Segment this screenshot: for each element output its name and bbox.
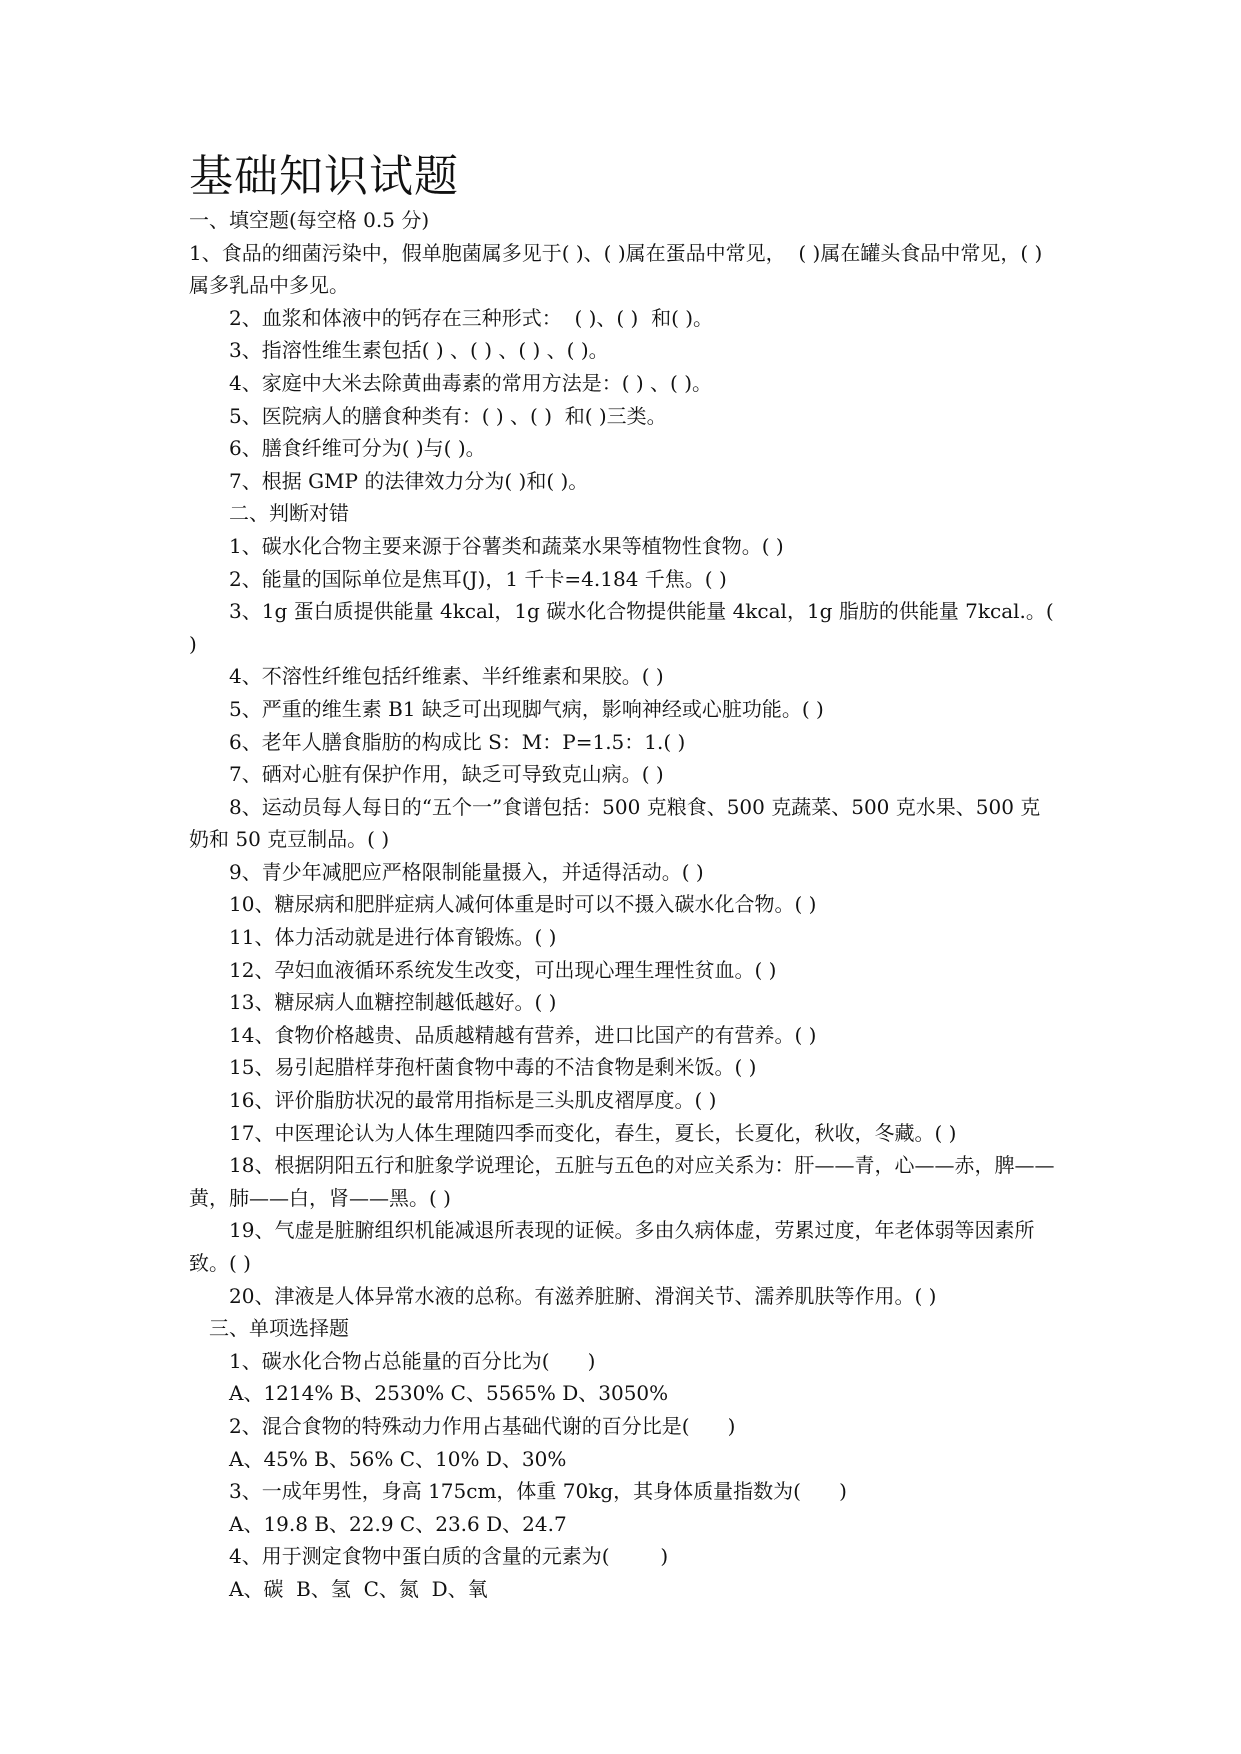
true-false-question-15: 15、易引起腊样芽孢杆菌食物中毒的不洁食物是剩米饭。( ) (229, 1055, 757, 1080)
fill-blank-question-4: 4、家庭中大米去除黄曲毒素的常用方法是：( ) 、( )。 (229, 370, 713, 395)
true-false-question-2: 2、能量的国际单位是焦耳(J)，1 千卡=4.184 千焦。( ) (229, 566, 727, 591)
document-title: 基础知识试题 (189, 151, 459, 202)
true-false-question-1: 1、碳水化合物主要来源于谷薯类和蔬菜水果等植物性食物。( ) (229, 533, 784, 558)
section-heading-fill-blank: 一、填空题(每空格 0.5 分) (189, 208, 430, 232)
true-false-question-20: 20、津液是人体异常水液的总称。有滋养脏腑、滑润关节、濡养肌肤等作用。( ) (229, 1283, 937, 1308)
true-false-question-13: 13、糖尿病人血糖控制越低越好。( ) (229, 990, 557, 1015)
document-page (189, 152, 1059, 1606)
choice-options-2: A、45% B、56% C、10% D、30% (229, 1446, 567, 1471)
true-false-question-12: 12、孕妇血液循环系统发生改变，可出现心理生理性贫血。( ) (229, 957, 777, 982)
choice-question-2: 2、混合食物的特殊动力作用占基础代谢的百分比是( ) (229, 1413, 736, 1438)
true-false-question-19: 19、气虚是脏腑组织机能减退所表现的证候。多由久病体虚，劳累过度，年老体弱等因素所致。( ) (189, 1218, 1035, 1275)
choice-question-4: 4、用于测定食物中蛋白质的含量的元素为( ) (229, 1544, 669, 1569)
choice-options-1: A、1214% B、2530% C、5565% D、3050% (229, 1381, 669, 1406)
fill-blank-question-7: 7、根据 GMP 的法律效力分为( )和( )。 (229, 468, 589, 493)
true-false-question-4: 4、不溶性纤维包括纤维素、半纤维素和果胶。( ) (229, 664, 664, 689)
true-false-question-11: 11、体力活动就是进行体育锻炼。( ) (229, 925, 557, 950)
true-false-question-6: 6、老年人膳食脂肪的构成比 S：M：P=1.5：1.( ) (229, 729, 686, 754)
choice-options-3: A、19.8 B、22.9 C、23.6 D、24.7 (229, 1511, 567, 1536)
fill-blank-question-2: 2、血浆和体液中的钙存在三种形式： ( )、( ) 和( )。 (229, 305, 714, 330)
fill-blank-question-6: 6、膳食纤维可分为( )与( )。 (229, 436, 486, 461)
true-false-question-17: 17、中医理论认为人体生理随四季而变化，春生，夏长，长夏化，秋收，冬藏。( ) (229, 1120, 957, 1145)
true-false-question-10: 10、糖尿病和肥胖症病人减何体重是时可以不摄入碳水化合物。( ) (229, 892, 817, 917)
true-false-question-5: 5、严重的维生素 B1 缺乏可出现脚气病，影响神经或心脏功能。( ) (229, 696, 824, 721)
true-false-question-9: 9、青少年减肥应严格限制能量摄入，并适得活动。( ) (229, 859, 704, 884)
section-heading-true-false: 二、判断对错 (229, 501, 349, 526)
fill-blank-question-1: 1、食品的细菌污染中，假单胞菌属多见于( )、( )属在蛋品中常见， ( )属在罐头食品中常见，( )属多乳品中多见。 (189, 240, 1043, 298)
section-heading-single-choice: 三、单项选择题 (209, 1316, 349, 1341)
true-false-question-16: 16、评价脂肪状况的最常用指标是三头肌皮褶厚度。( ) (229, 1088, 717, 1113)
true-false-question-8: 8、运动员每人每日的“五个一”食谱包括：500 克粮食、500 克蔬菜、500 克水果、500 克奶和 50 克豆制品。( ) (189, 794, 1041, 852)
choice-question-3: 3、一成年男性，身高 175cm，体重 70kg，其身体质量指数为( ) (229, 1479, 847, 1504)
fill-blank-question-3: 3、指溶性维生素包括( ) 、( ) 、( ) 、( )。 (229, 338, 609, 363)
true-false-question-14: 14、食物价格越贵、品质越精越有营养，进口比国产的有营养。( ) (229, 1022, 817, 1047)
true-false-question-7: 7、硒对心脏有保护作用，缺乏可导致克山病。( ) (229, 762, 664, 787)
choice-options-4: A、碳 B、氢 C、氮 D、氧 (229, 1576, 488, 1601)
true-false-question-3: 3、1g 蛋白质提供能量 4kcal，1g 碳水化合物提供能量 4kcal，1g 脂肪的供能量 7kcal.。( ) (189, 599, 1061, 656)
fill-blank-question-5: 5、医院病人的膳食种类有：( ) 、( ) 和( )三类。 (229, 403, 667, 428)
true-false-question-18: 18、根据阴阳五行和脏象学说理论，五脏与五色的对应关系为：肝——青，心——赤，脾——黄，肺——白，肾——黑。( ) (189, 1153, 1055, 1210)
choice-question-1: 1、碳水化合物占总能量的百分比为( ) (229, 1348, 596, 1373)
